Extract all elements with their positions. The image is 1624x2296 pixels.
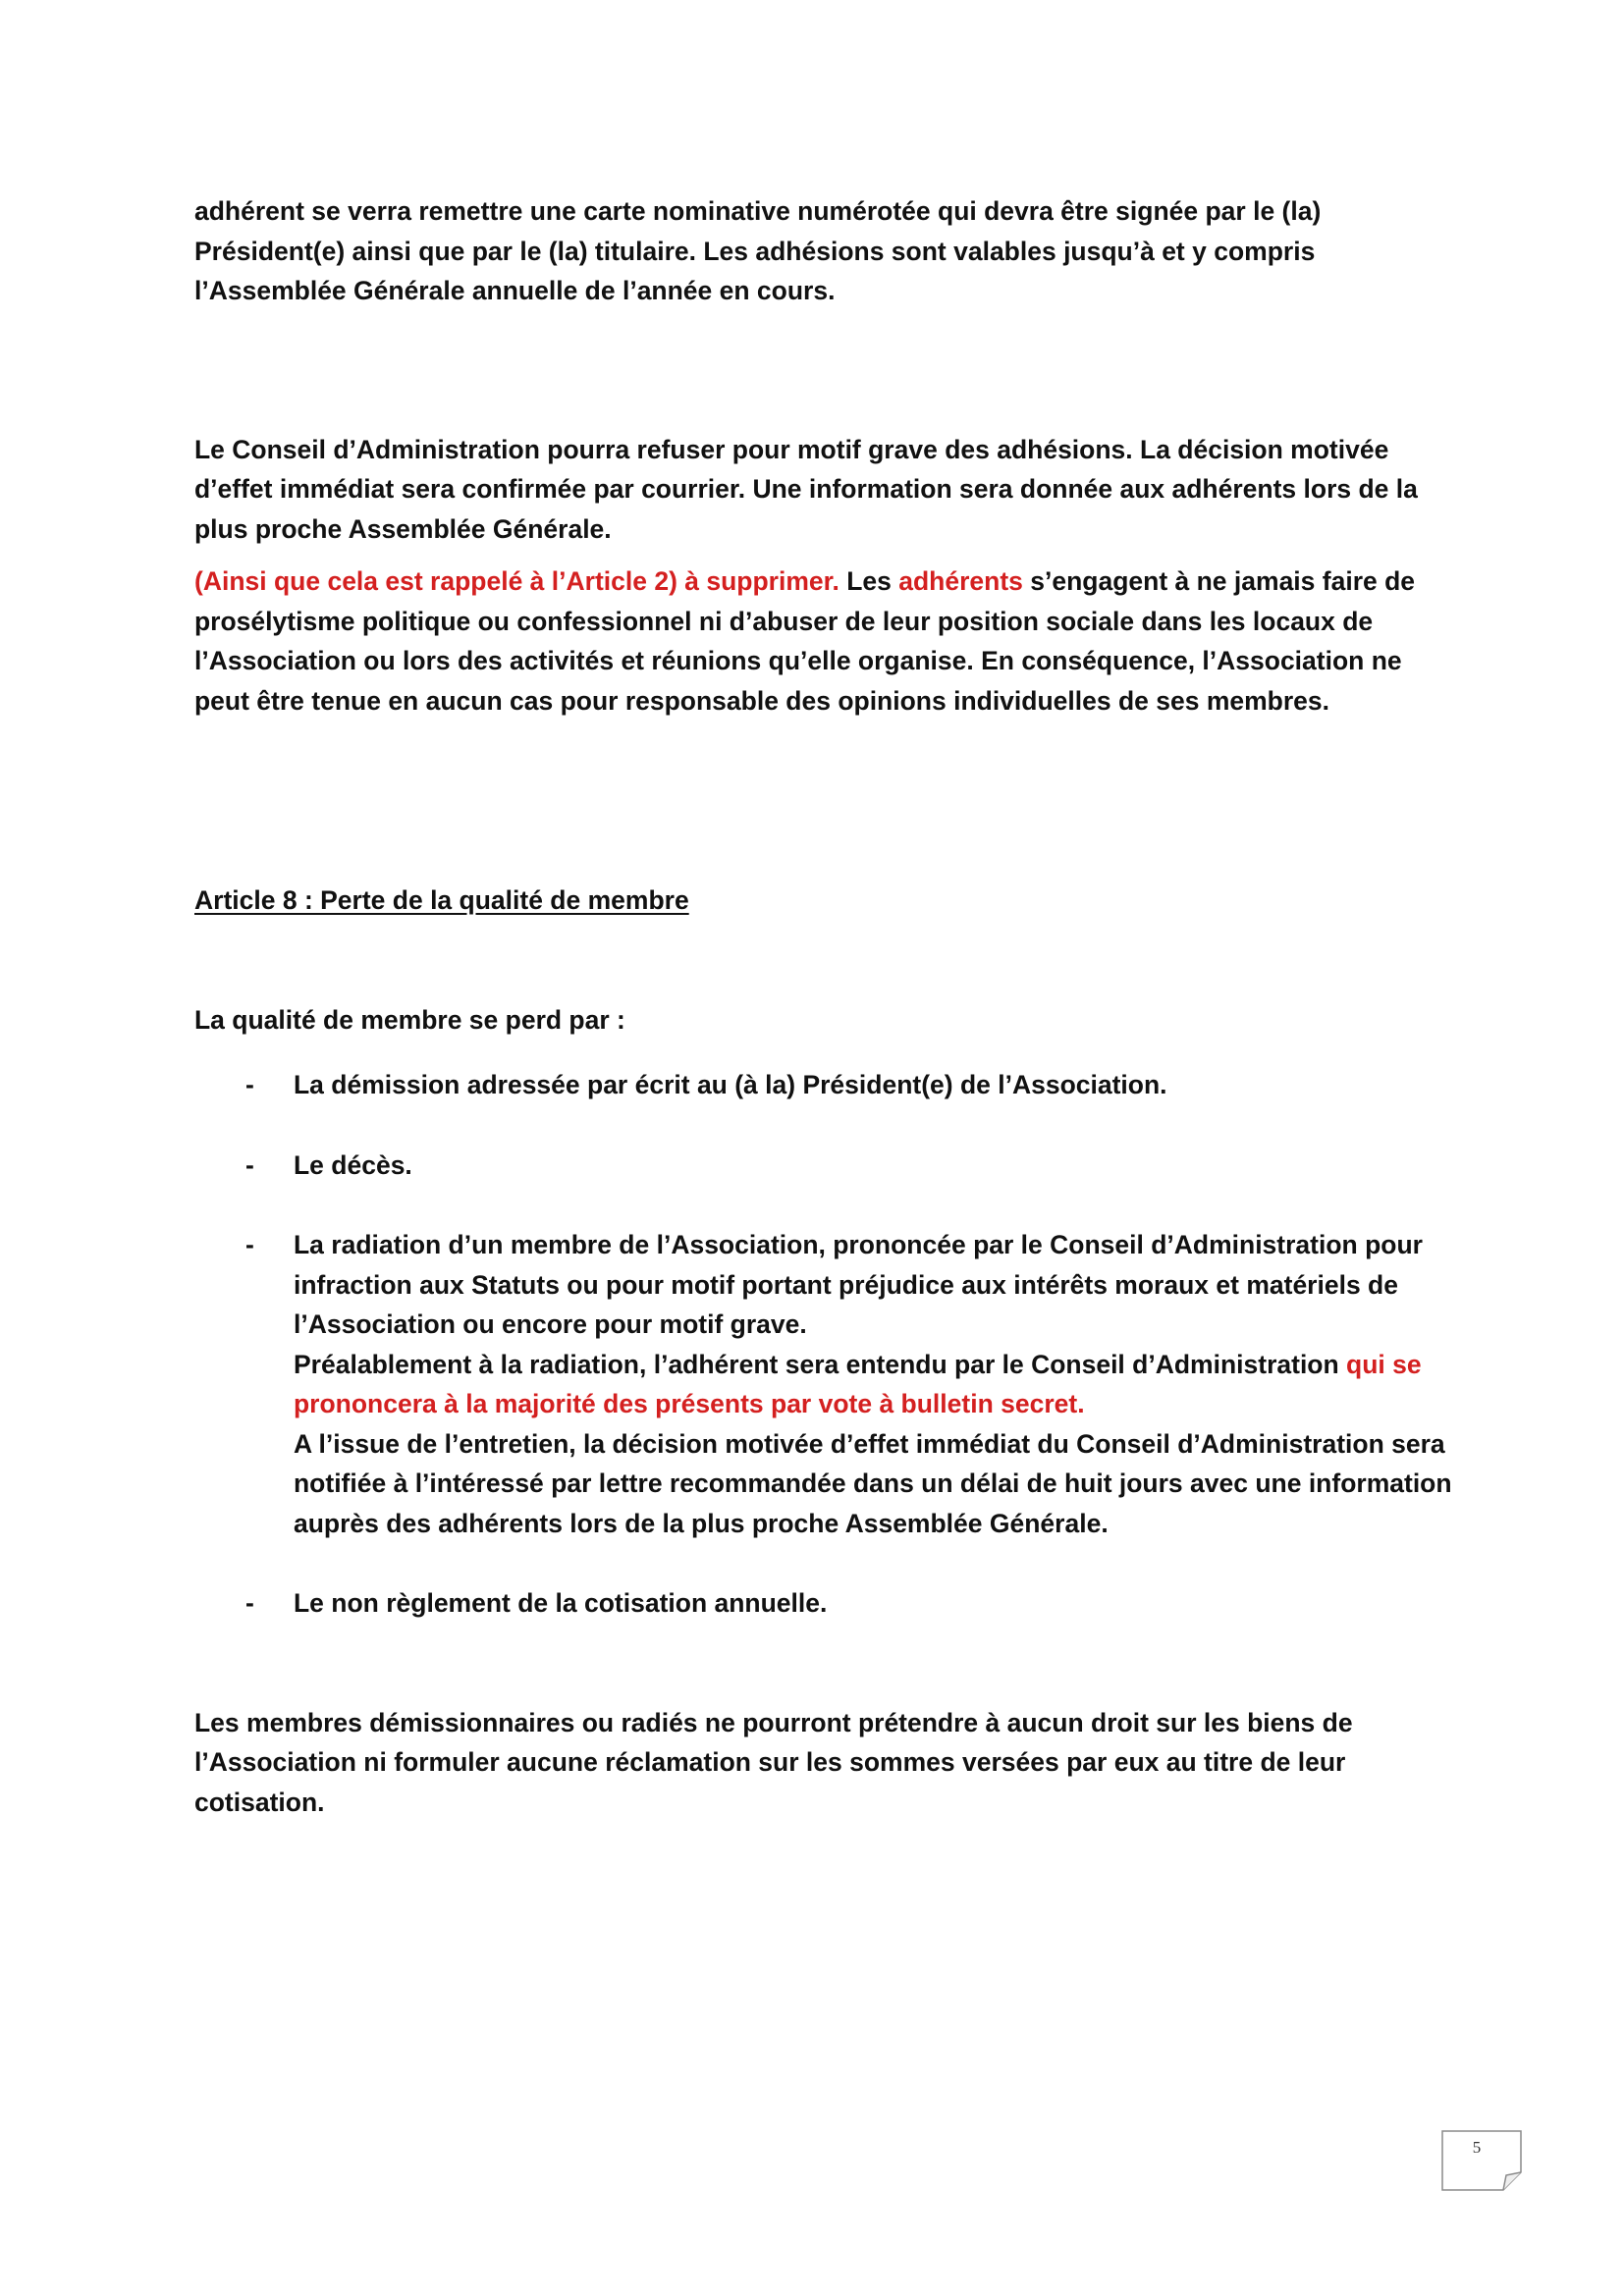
paragraph-text-a: Les bbox=[839, 566, 899, 596]
list-item bbox=[194, 1225, 1461, 1543]
list-item bbox=[194, 1583, 1461, 1624]
list-item bbox=[194, 1146, 1461, 1186]
paragraph-text-b: s’engagent à ne jamais faire de prosélytisme politique ou confessionnel ni d’abuser de leur position sociale dans les locaux de l’Association ou lors des activités et réunions qu’elle organise. En conséquence, l’Association ne peut être tenue en aucun cas pour responsable des opinions individuelles de ses membres. bbox=[194, 566, 1416, 716]
list-item-text: La démission adressée par écrit au (à la) Président(e) de l’Association. bbox=[294, 1070, 1167, 1099]
list-item-subtext: A l’issue de l’entretien, la décision motivée d’effet immédiat du Conseil d’Administration sera notifiée à l’intéressé par lettre recommandée dans un délai de huit jours avec une information auprès des adhérents lors de la plus proche Assemblée Générale. bbox=[294, 1428, 1452, 1538]
subtext-red: qui se prononcera à la majorité des présents par vote à bulletin secret. bbox=[294, 1349, 1422, 1418]
list-dash: - bbox=[245, 1588, 254, 1618]
list-item-text: Le non règlement de la cotisation annuelle. bbox=[294, 1588, 828, 1618]
article-heading: Article 8 : Perte de la qualité de membre bbox=[194, 885, 689, 915]
deletion-note: (Ainsi que cela est rappelé à l’Article 2) à supprimer. bbox=[194, 566, 839, 596]
highlighted-word: adhérents bbox=[898, 566, 1023, 596]
list-item-text: La radiation d’un membre de l’Association, prononcée par le Conseil d’Administration pour infraction aux Statuts ou pour motif portant préjudice aux intérêts moraux et matériels de l’Association ou encore pour motif grave. bbox=[294, 1230, 1423, 1339]
list-dash: - bbox=[245, 1230, 254, 1259]
page-number-box bbox=[1441, 2130, 1522, 2191]
article-intro: La qualité de membre se perd par : bbox=[194, 1004, 625, 1035]
list-item-text: Le décès. bbox=[294, 1149, 412, 1180]
paragraph-proselytism bbox=[194, 561, 1461, 721]
subtext-black: Préalablement à la radiation, l’adhérent sera entendu par le Conseil d’Administration bbox=[294, 1349, 1347, 1379]
list-item bbox=[194, 1065, 1461, 1105]
document-body bbox=[194, 191, 1461, 1822]
membership-loss-list bbox=[194, 1065, 1461, 1624]
paragraph-membership-card: adhérent se verra remettre une carte nominative numérotée qui devra être signée par le (la) Président(e) ainsi que par le (la) titulaire. Les adhésions sont valables jusqu’à et y compris l’Assemblée Générale annuelle de l’année en cours. bbox=[194, 196, 1322, 305]
paragraph-closing: Les membres démissionnaires ou radiés ne pourront prétendre à aucun droit sur les biens de l’Association ni formuler aucune réclamation sur les sommes versées par eux au titre de leur cotisation. bbox=[194, 1707, 1353, 1817]
list-item-subtext bbox=[294, 1345, 1461, 1424]
page-number: 5 bbox=[1472, 2138, 1482, 2157]
list-dash: - bbox=[245, 1070, 254, 1099]
list-dash: - bbox=[245, 1149, 254, 1180]
paragraph-refusal: Le Conseil d’Administration pourra refuser pour motif grave des adhésions. La décision motivée d’effet immédiat sera confirmée par courrier. Une information sera donnée aux adhérents lors de la plus proche Assemblée Générale. bbox=[194, 434, 1418, 544]
